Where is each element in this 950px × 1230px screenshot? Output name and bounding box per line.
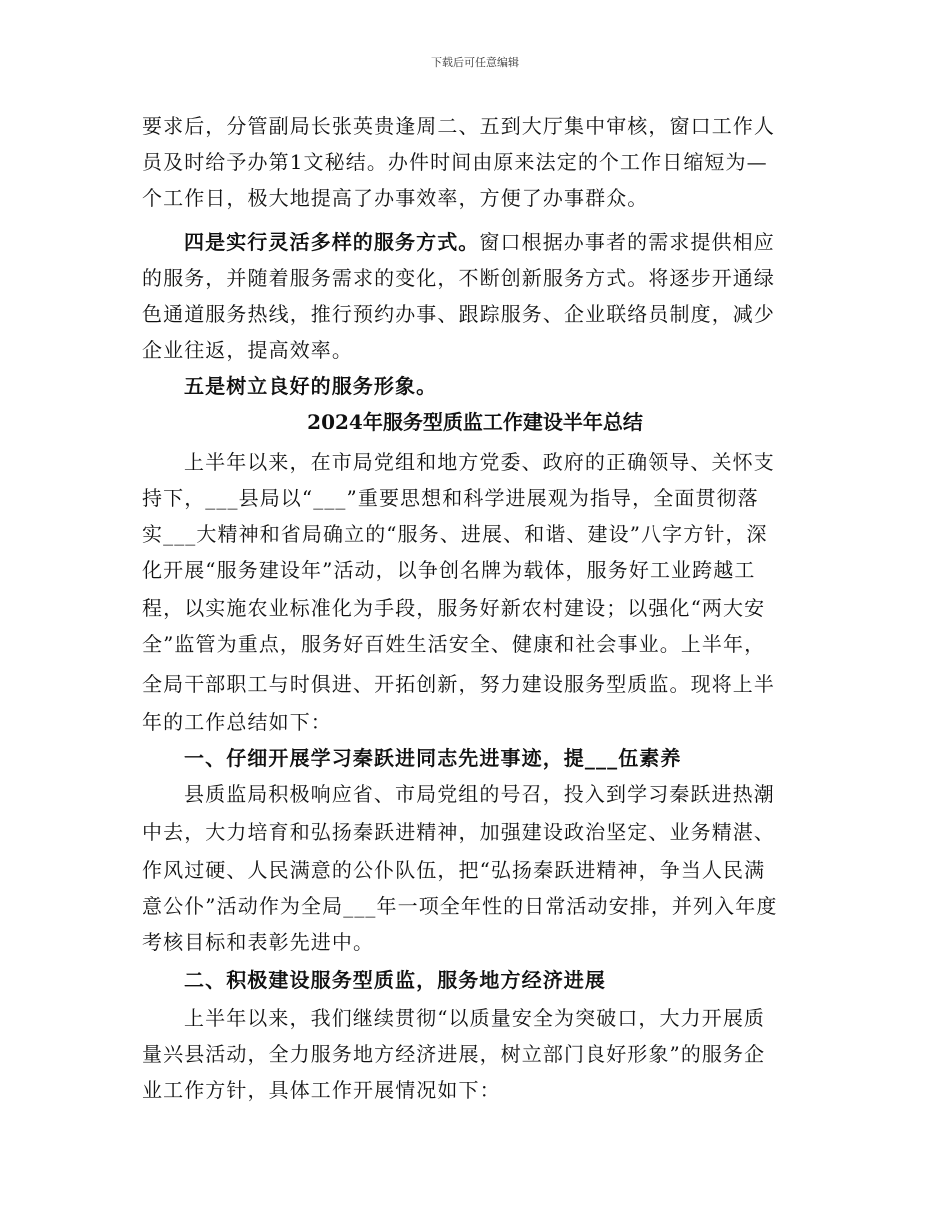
bold-lead: 四是实行灵活多样的服务方式。 [184, 230, 480, 254]
paragraph-line: 个工作日，极大地提高了办事效率，方便了办事群众。 [142, 186, 649, 210]
document-title: 2024年服务型质监工作建设半年总结 [307, 410, 643, 434]
section-heading: 一、仔细开展学习秦跃进同志先进事迹，提___伍素养 [184, 746, 682, 770]
subheading: 五是树立良好的服务形象。 [184, 374, 438, 398]
paragraph-line: 程，以实施农业标准化为手段，服务好新农村建设；以强化“两大安 [142, 596, 766, 620]
paragraph-line: 业工作方针，具体工作开展情况如下： [142, 1078, 501, 1102]
paragraph-line: 年的工作总结如下： [142, 710, 332, 734]
page-header: 下载后可任意编辑 [431, 56, 519, 69]
paragraph-line: 持下，___县局以“___”重要思想和科学进展观为指导，全面贯彻落 [142, 486, 759, 510]
paragraph-line: 上半年以来，我们继续贯彻“以质量安全为突破口，大力开展质 [184, 1006, 766, 1030]
paragraph-line: 中去，大力培育和弘扬秦跃进精神，加强建设政治坚定、业务精湛、 [142, 820, 775, 844]
paragraph-line: 全局干部职工与时俱进、开拓创新，努力建设服务型质监。现将上半 [142, 672, 775, 696]
paragraph-line: 色通道服务热线，推行预约办事、跟踪服务、企业联络员制度，减少 [142, 302, 775, 326]
paragraph-line: 上半年以来，在市局党组和地方党委、政府的正确领导、关怀支 [184, 450, 775, 474]
paragraph-line [184, 230, 775, 254]
paragraph-line: 全”监管为重点，服务好百姓生活安全、健康和社会事业。上半年， [142, 632, 766, 656]
paragraph-line: 要求后，分管副局长张英贵逢周二、五到大厅集中审核，窗口工作人 [142, 114, 775, 138]
paragraph-line: 意公仆”活动作为全局___年一项全年性的日常活动安排，并列入年度 [142, 894, 778, 918]
paragraph-line: 实___大精神和省局确立的“服务、进展、和谐、建设”八字方针，深 [142, 522, 768, 546]
paragraph-line: 考核目标和表彰先进中。 [142, 930, 375, 954]
paragraph-line: 员及时给予办第1文秘结。办件时间由原来法定的个工作日缩短为— [142, 150, 768, 174]
paragraph-text: 窗口根据办事者的需求提供相应 [479, 230, 775, 254]
paragraph-line: 企业往返，提高效率。 [142, 338, 353, 362]
section-heading: 二、积极建设服务型质监，服务地方经济进展 [184, 968, 606, 992]
paragraph-line: 作风过硬、人民满意的公仆队伍，把“弘扬秦跃进精神，争当人民满 [142, 858, 766, 882]
paragraph-line: 的服务，并随着服务需求的变化，不断创新服务方式。将逐步开通绿 [142, 266, 775, 290]
paragraph-line: 量兴县活动，全力服务地方经济进展，树立部门良好形象”的服务企 [142, 1042, 766, 1066]
paragraph-line: 化开展“服务建设年”活动，以争创名牌为载体，服务好工业跨越工 [142, 558, 756, 582]
paragraph-line: 县质监局积极响应省、市局党组的号召，投入到学习秦跃进热潮 [184, 782, 775, 806]
